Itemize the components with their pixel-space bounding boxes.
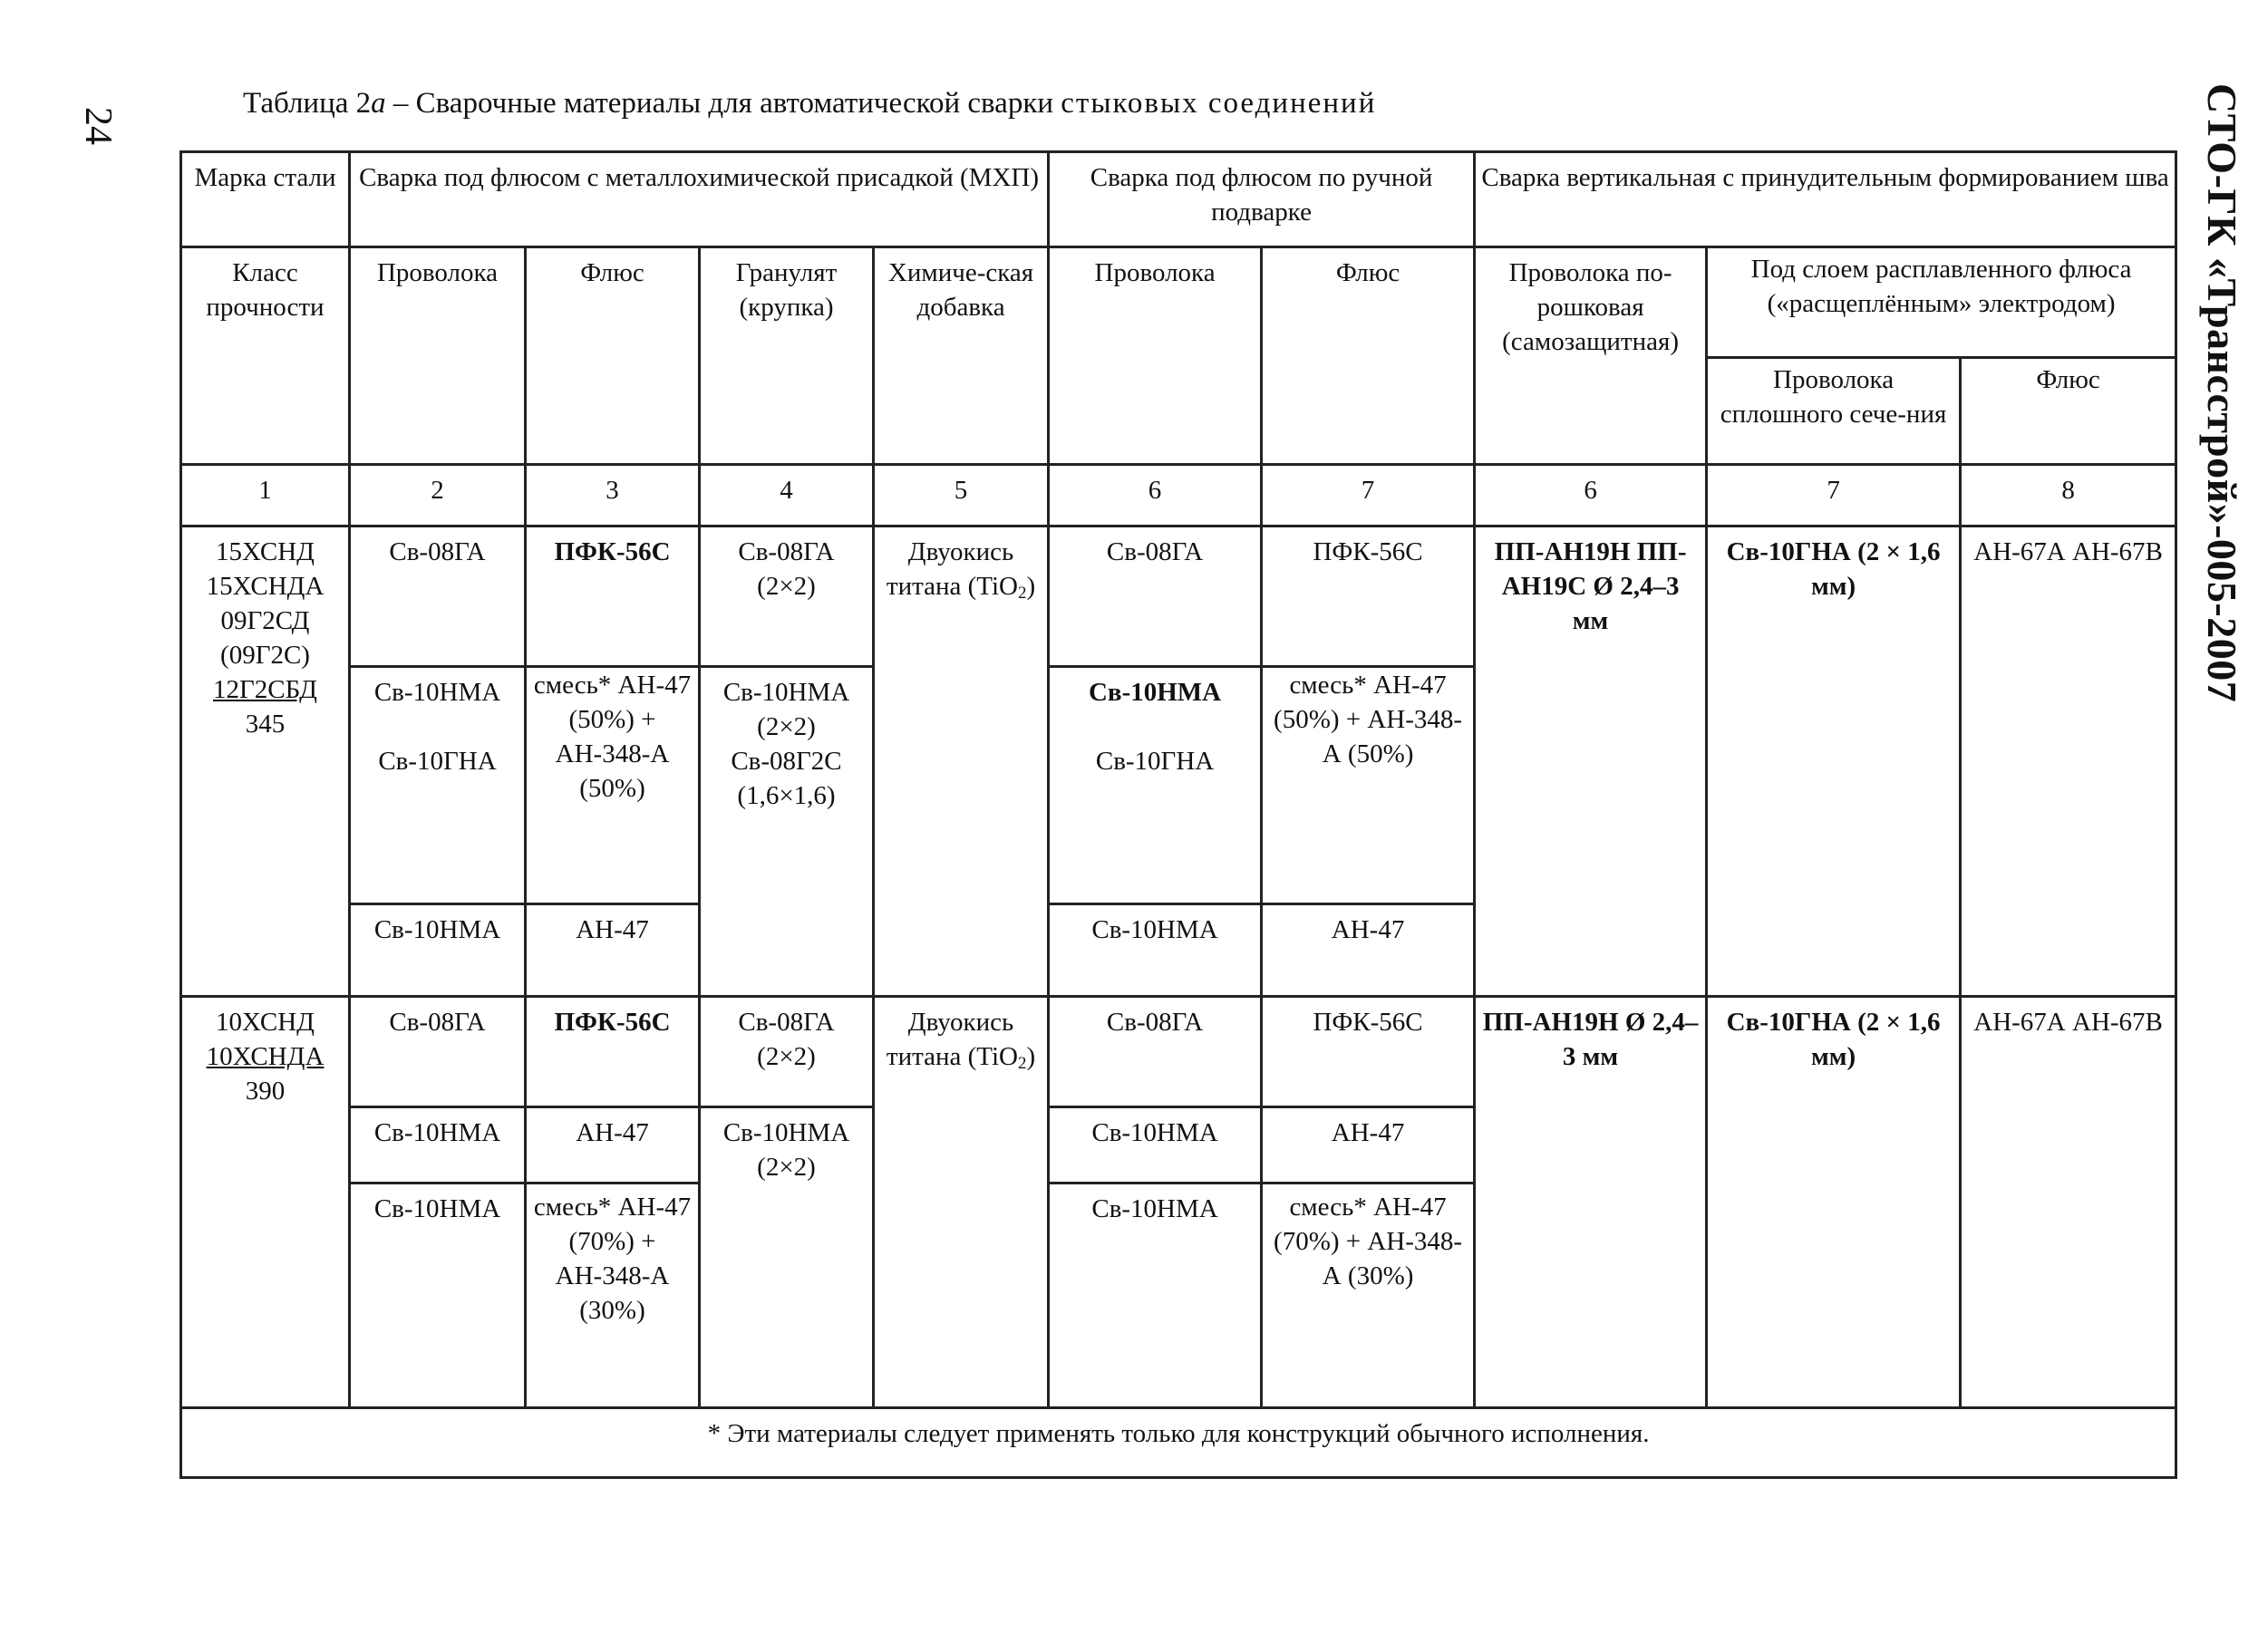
granulate-cell: Св-10НМА (2×2) Св-08Г2С (1,6×1,6)	[700, 667, 874, 996]
strength-class: 345	[245, 710, 286, 739]
caption-spaced: стыковых соединений	[1061, 87, 1377, 120]
wire-manual-cell: Св-08ГА	[1049, 996, 1262, 1106]
granulate-cell: Св-10НМА (2×2)	[700, 1106, 874, 1407]
grade: 10ХСНДА	[206, 1041, 325, 1071]
steel-grade-group-1	[181, 527, 350, 996]
col-number: 7	[1707, 465, 1961, 527]
wire-manual-cell: Св-08ГА	[1049, 527, 1262, 667]
flux-vertical-cell: АН-67А АН-67В	[1961, 527, 2176, 996]
powder-wire-cell: ПП-АН19Н Ø 2,4–3 мм	[1475, 996, 1707, 1407]
wire-option: Св-10НМА	[1088, 678, 1222, 708]
caption-prefix: Таблица 2	[243, 87, 372, 120]
head-flux-vertical: Флюс	[1961, 358, 2176, 465]
wire-cell: Св-10НМА	[350, 1106, 526, 1183]
granulate-cell: Св-08ГА (2×2)	[700, 996, 874, 1106]
head-under-layer: Под слоем расплавленного флюса («расщеплённым» электродом)	[1707, 247, 2176, 358]
wire-option: Св-10ГНА	[1095, 747, 1215, 777]
col-number: 6	[1475, 465, 1707, 527]
grade: 15ХСНДА	[206, 572, 325, 602]
col-number: 5	[874, 465, 1049, 527]
flux-manual-cell: АН-47	[1262, 903, 1475, 996]
chem-text: Двуокись титана (TiO	[886, 537, 1018, 602]
col-number: 3	[526, 465, 700, 527]
footnote: * Эти материалы следует применять только для конструкций обычного исполнения.	[181, 1407, 2176, 1477]
head-steel-grade: Марка стали	[181, 152, 350, 247]
wire-cell: Св-10НМА	[350, 1183, 526, 1407]
welding-materials-table	[179, 150, 2175, 1479]
col-number: 1	[181, 465, 350, 527]
wire-cell: Св-08ГА	[350, 527, 526, 667]
flux-mixture-cell: смесь* АН-47 (70%) + АН-348-А (30%)	[526, 1183, 700, 1407]
solid-wire-cell: Св-10ГНА (2 × 1,6 мм)	[1707, 527, 1961, 996]
chem-additive-cell	[874, 527, 1049, 996]
grade: 10ХСНД	[216, 1007, 315, 1037]
head-flux-manual-col: Флюс	[1262, 247, 1475, 465]
col-number: 4	[700, 465, 874, 527]
flux-manual-cell: ПФК-56С	[1262, 527, 1475, 667]
strength-class: 390	[245, 1076, 286, 1106]
granulate-cell: Св-08ГА (2×2)	[700, 527, 874, 667]
head-chem-additive: Химиче-ская добавка	[874, 247, 1049, 465]
chem-subscript: 2	[1017, 1053, 1027, 1073]
col-number: 7	[1262, 465, 1475, 527]
head-powder-wire: Проволока по-рошковая (самозащитная)	[1475, 247, 1707, 465]
chem-additive-cell	[874, 996, 1049, 1407]
steel-grade-group-2	[181, 996, 350, 1407]
col-number: 6	[1049, 465, 1262, 527]
head-flux-mxp: Сварка под флюсом с металлохимической присадкой (МХП)	[350, 152, 1049, 247]
flux-cell: АН-47	[526, 903, 700, 996]
wire-option: Св-10НМА	[373, 678, 501, 708]
flux-manual-cell: ПФК-56С	[1262, 996, 1475, 1106]
wire-manual-cell: Св-10НМА	[1049, 1106, 1262, 1183]
col-number: 2	[350, 465, 526, 527]
chem-text: Двуокись титана (TiO	[886, 1007, 1018, 1071]
head-granulate: Гранулят (крупка)	[700, 247, 874, 465]
grade: 15ХСНД	[216, 537, 315, 567]
caption-dash: –	[385, 87, 416, 120]
document-code: СТО-ГК «Трансстрой»-005-2007	[2199, 83, 2245, 703]
solid-wire-cell: Св-10ГНА (2 × 1,6 мм)	[1707, 996, 1961, 1407]
wire-cell: Св-08ГА	[350, 996, 526, 1106]
flux-mixture-cell: смесь* АН-47 (50%) + АН-348-А (50%)	[526, 667, 700, 903]
flux-mixture-manual-cell: смесь* АН-47 (50%) + АН-348-А (50%)	[1262, 667, 1475, 903]
head-flux: Флюс	[526, 247, 700, 465]
wire-option: Св-10ГНА	[378, 747, 497, 777]
grade: 12Г2СБД	[213, 675, 317, 705]
chem-end: )	[1026, 1041, 1036, 1071]
wire-manual-cell: Св-10НМА	[1049, 1183, 1262, 1407]
head-solid-wire: Проволока сплошного сече-ния	[1707, 358, 1961, 465]
caption-main: Сварочные материалы для автоматической сварки	[415, 87, 1061, 120]
flux-cell: АН-47	[526, 1106, 700, 1183]
head-strength-class: Класс прочности	[181, 247, 350, 465]
col-number: 8	[1961, 465, 2176, 527]
grade: 09Г2СД	[220, 606, 310, 636]
table-caption	[243, 87, 1376, 121]
flux-vertical-cell: АН-67А АН-67В	[1961, 996, 2176, 1407]
caption-letter: а	[371, 87, 386, 120]
flux-cell: ПФК-56С	[526, 527, 700, 667]
head-flux-manual: Сварка под флюсом по ручной подварке	[1049, 152, 1475, 247]
chem-subscript: 2	[1017, 584, 1027, 604]
powder-wire-cell: ПП-АН19Н ПП-АН19С Ø 2,4–3 мм	[1475, 527, 1707, 996]
grade: (09Г2С)	[220, 641, 310, 671]
flux-cell: ПФК-56С	[526, 996, 700, 1106]
flux-mixture-manual-cell: смесь* АН-47 (70%) + АН-348-А (30%)	[1262, 1183, 1475, 1407]
chem-end: )	[1026, 572, 1036, 602]
wire-cell	[350, 667, 526, 903]
wire-manual-cell: Св-10НМА	[1049, 903, 1262, 996]
wire-manual-cell	[1049, 667, 1262, 903]
wire-cell: Св-10НМА	[350, 903, 526, 996]
head-wire-manual: Проволока	[1049, 247, 1262, 465]
page-number: 24	[77, 107, 119, 145]
flux-manual-cell: АН-47	[1262, 1106, 1475, 1183]
head-vertical: Сварка вертикальная с принудительным формированием шва	[1475, 152, 2176, 247]
head-wire: Проволока	[350, 247, 526, 465]
